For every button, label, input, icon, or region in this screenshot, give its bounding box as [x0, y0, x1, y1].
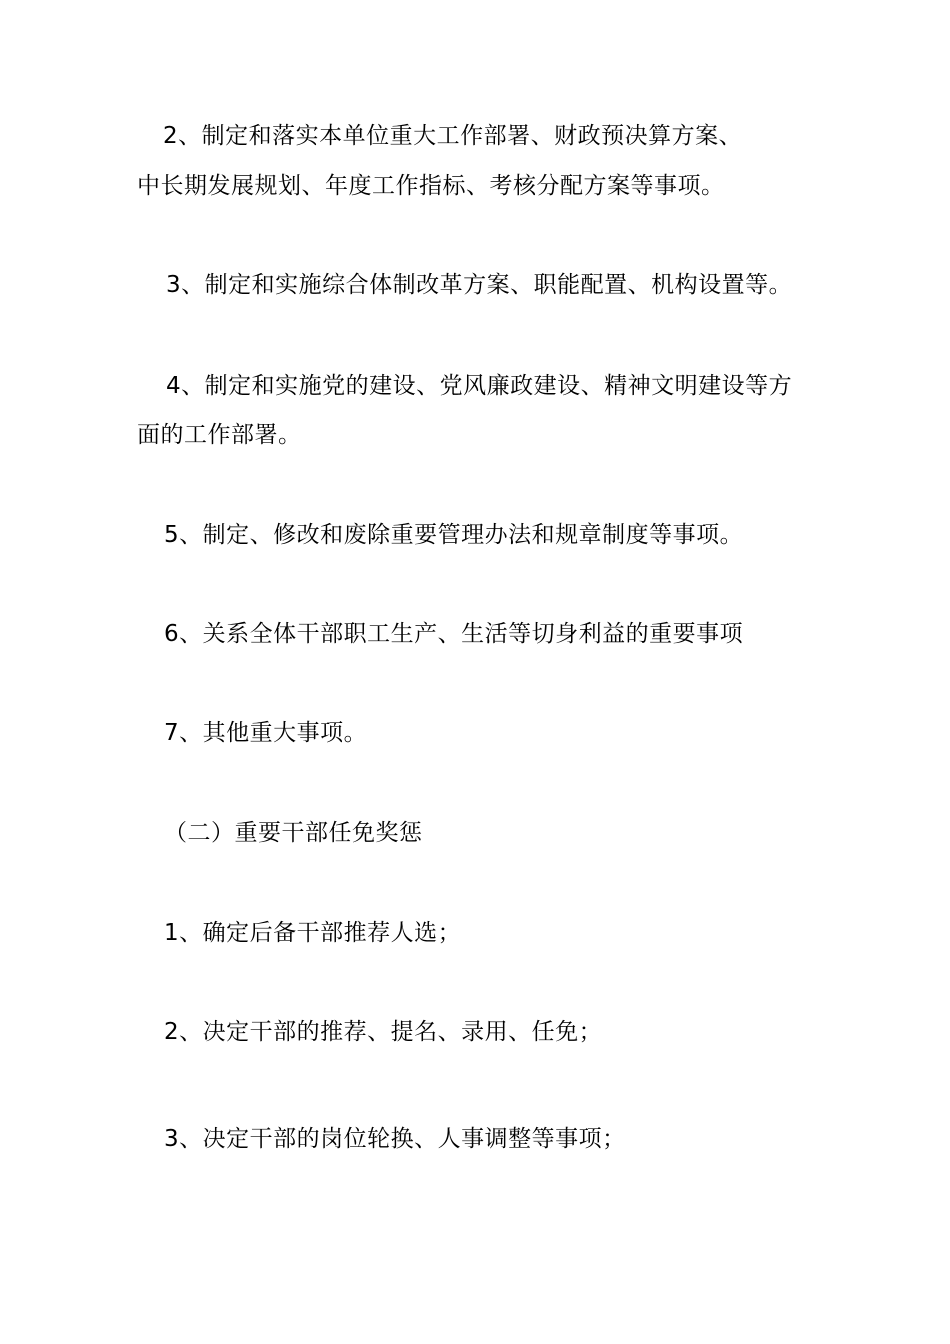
paragraph-5: 5、制定、修改和废除重要管理办法和规章制度等事项。 [164, 522, 744, 548]
paragraph-2-line-1: 2、制定和落实本单位重大工作部署、财政预决算方案、 [163, 123, 743, 149]
paragraph-3: 3、制定和实施综合体制改革方案、职能配置、机构设置等。 [166, 272, 793, 298]
paragraph-6: 6、关系全体干部职工生产、生活等切身利益的重要事项 [164, 621, 744, 647]
paragraph-2-line-2: 中长期发展规划、年度工作指标、考核分配方案等事项。 [137, 173, 725, 199]
cadre-item-3: 3、决定干部的岗位轮换、人事调整等事项； [164, 1126, 626, 1152]
cadre-item-2: 2、决定干部的推荐、提名、录用、任免； [164, 1019, 603, 1045]
paragraph-4-line-1: 4、制定和实施党的建设、党风廉政建设、精神文明建设等方 [166, 373, 793, 399]
paragraph-7: 7、其他重大事项。 [164, 720, 368, 746]
paragraph-4-line-2: 面的工作部署。 [137, 422, 302, 448]
section-heading: （二）重要干部任免奖惩 [164, 820, 423, 846]
cadre-item-1: 1、确定后备干部推荐人选； [164, 920, 462, 946]
